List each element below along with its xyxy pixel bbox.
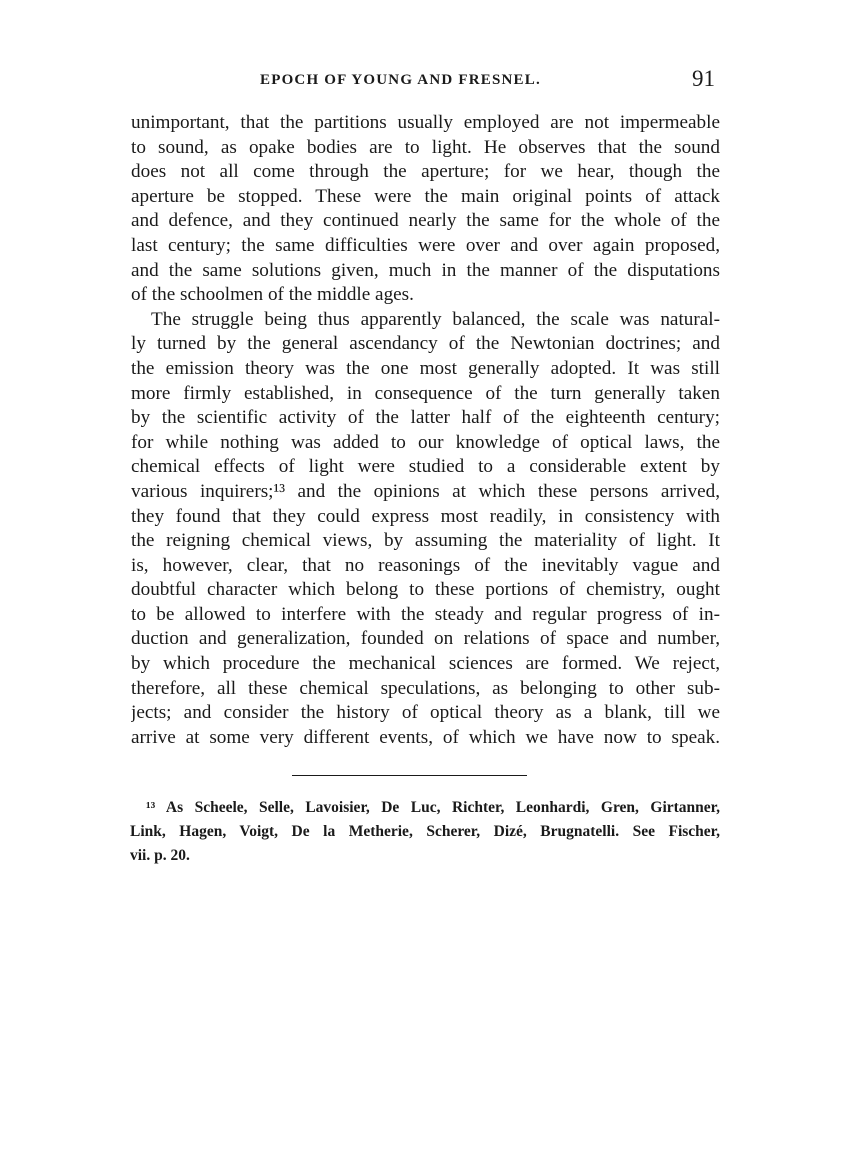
body-line: aperture be stopped. These were the main original points of attack <box>131 185 720 207</box>
body-line: to sound, as opake bodies are to light. He observes that the sound <box>131 136 720 158</box>
footnote-line: vii. p. 20. <box>130 847 190 864</box>
body-line: The struggle being thus apparently balanced, the scale was natural- <box>151 308 720 330</box>
body-line: ly turned by the general ascendancy of the Newtonian doctrines; and <box>131 333 720 355</box>
body-line: of the schoolmen of the middle ages. <box>131 284 414 306</box>
body-line: the emission theory was the one most generally adopted. It was still <box>131 357 720 379</box>
body-line: for while nothing was added to our knowledge of optical laws, the <box>131 431 720 453</box>
body-line: various inquirers;¹³ and the opinions at which these persons arrived, <box>131 480 720 502</box>
body-line: last century; the same difficulties were over and over again proposed, <box>131 234 720 256</box>
body-line: more firmly established, in consequence of the turn generally taken <box>131 382 720 404</box>
footnote <box>130 796 720 868</box>
body-line: does not all come through the aperture; for we hear, though the <box>131 161 720 183</box>
body-line: unimportant, that the partitions usually employed are not impermeable <box>131 112 720 133</box>
body-line: jects; and consider the history of optical theory as a blank, till we <box>131 702 720 724</box>
body-line: doubtful character which belong to these portions of chemistry, ought <box>131 579 720 601</box>
running-title: EPOCH OF YOUNG AND FRESNEL. <box>260 72 541 88</box>
body-line: is, however, clear, that no reasonings of the inevitably vague and <box>131 554 720 576</box>
footnote-line: Link, Hagen, Voigt, De la Metherie, Scherer, Dizé, Brugnatelli. See Fischer, <box>130 823 720 840</box>
body-line: and the same solutions given, much in the manner of the disputations <box>131 259 720 281</box>
body-line: duction and generalization, founded on relations of space and number, <box>131 628 720 650</box>
page-number: 91 <box>692 66 715 91</box>
running-head <box>130 66 720 100</box>
body-line: by the scientific activity of the latter half of the eighteenth century; <box>131 407 720 429</box>
body-line: chemical effects of light were studied to a considerable extent by <box>131 456 720 478</box>
body-line: therefore, all these chemical speculations, as belonging to other sub- <box>131 677 720 699</box>
body-line: the reigning chemical views, by assuming the materiality of light. It <box>131 530 720 552</box>
footnote-line: ¹³ As Scheele, Selle, Lavoisier, De Luc, Richter, Leonhardi, Gren, Girtanner, <box>146 799 720 816</box>
body-line: by which procedure the mechanical sciences are formed. We reject, <box>131 653 720 675</box>
body-line: arrive at some very different events, of which we have now to speak. <box>131 726 720 748</box>
body-line: and defence, and they continued nearly the same for the whole of the <box>131 210 720 232</box>
footnote-divider <box>292 775 527 776</box>
body-line: to be allowed to interfere with the steady and regular progress of in- <box>131 603 720 625</box>
body-text <box>131 111 720 750</box>
body-line: they found that they could express most readily, in consistency with <box>131 505 720 527</box>
